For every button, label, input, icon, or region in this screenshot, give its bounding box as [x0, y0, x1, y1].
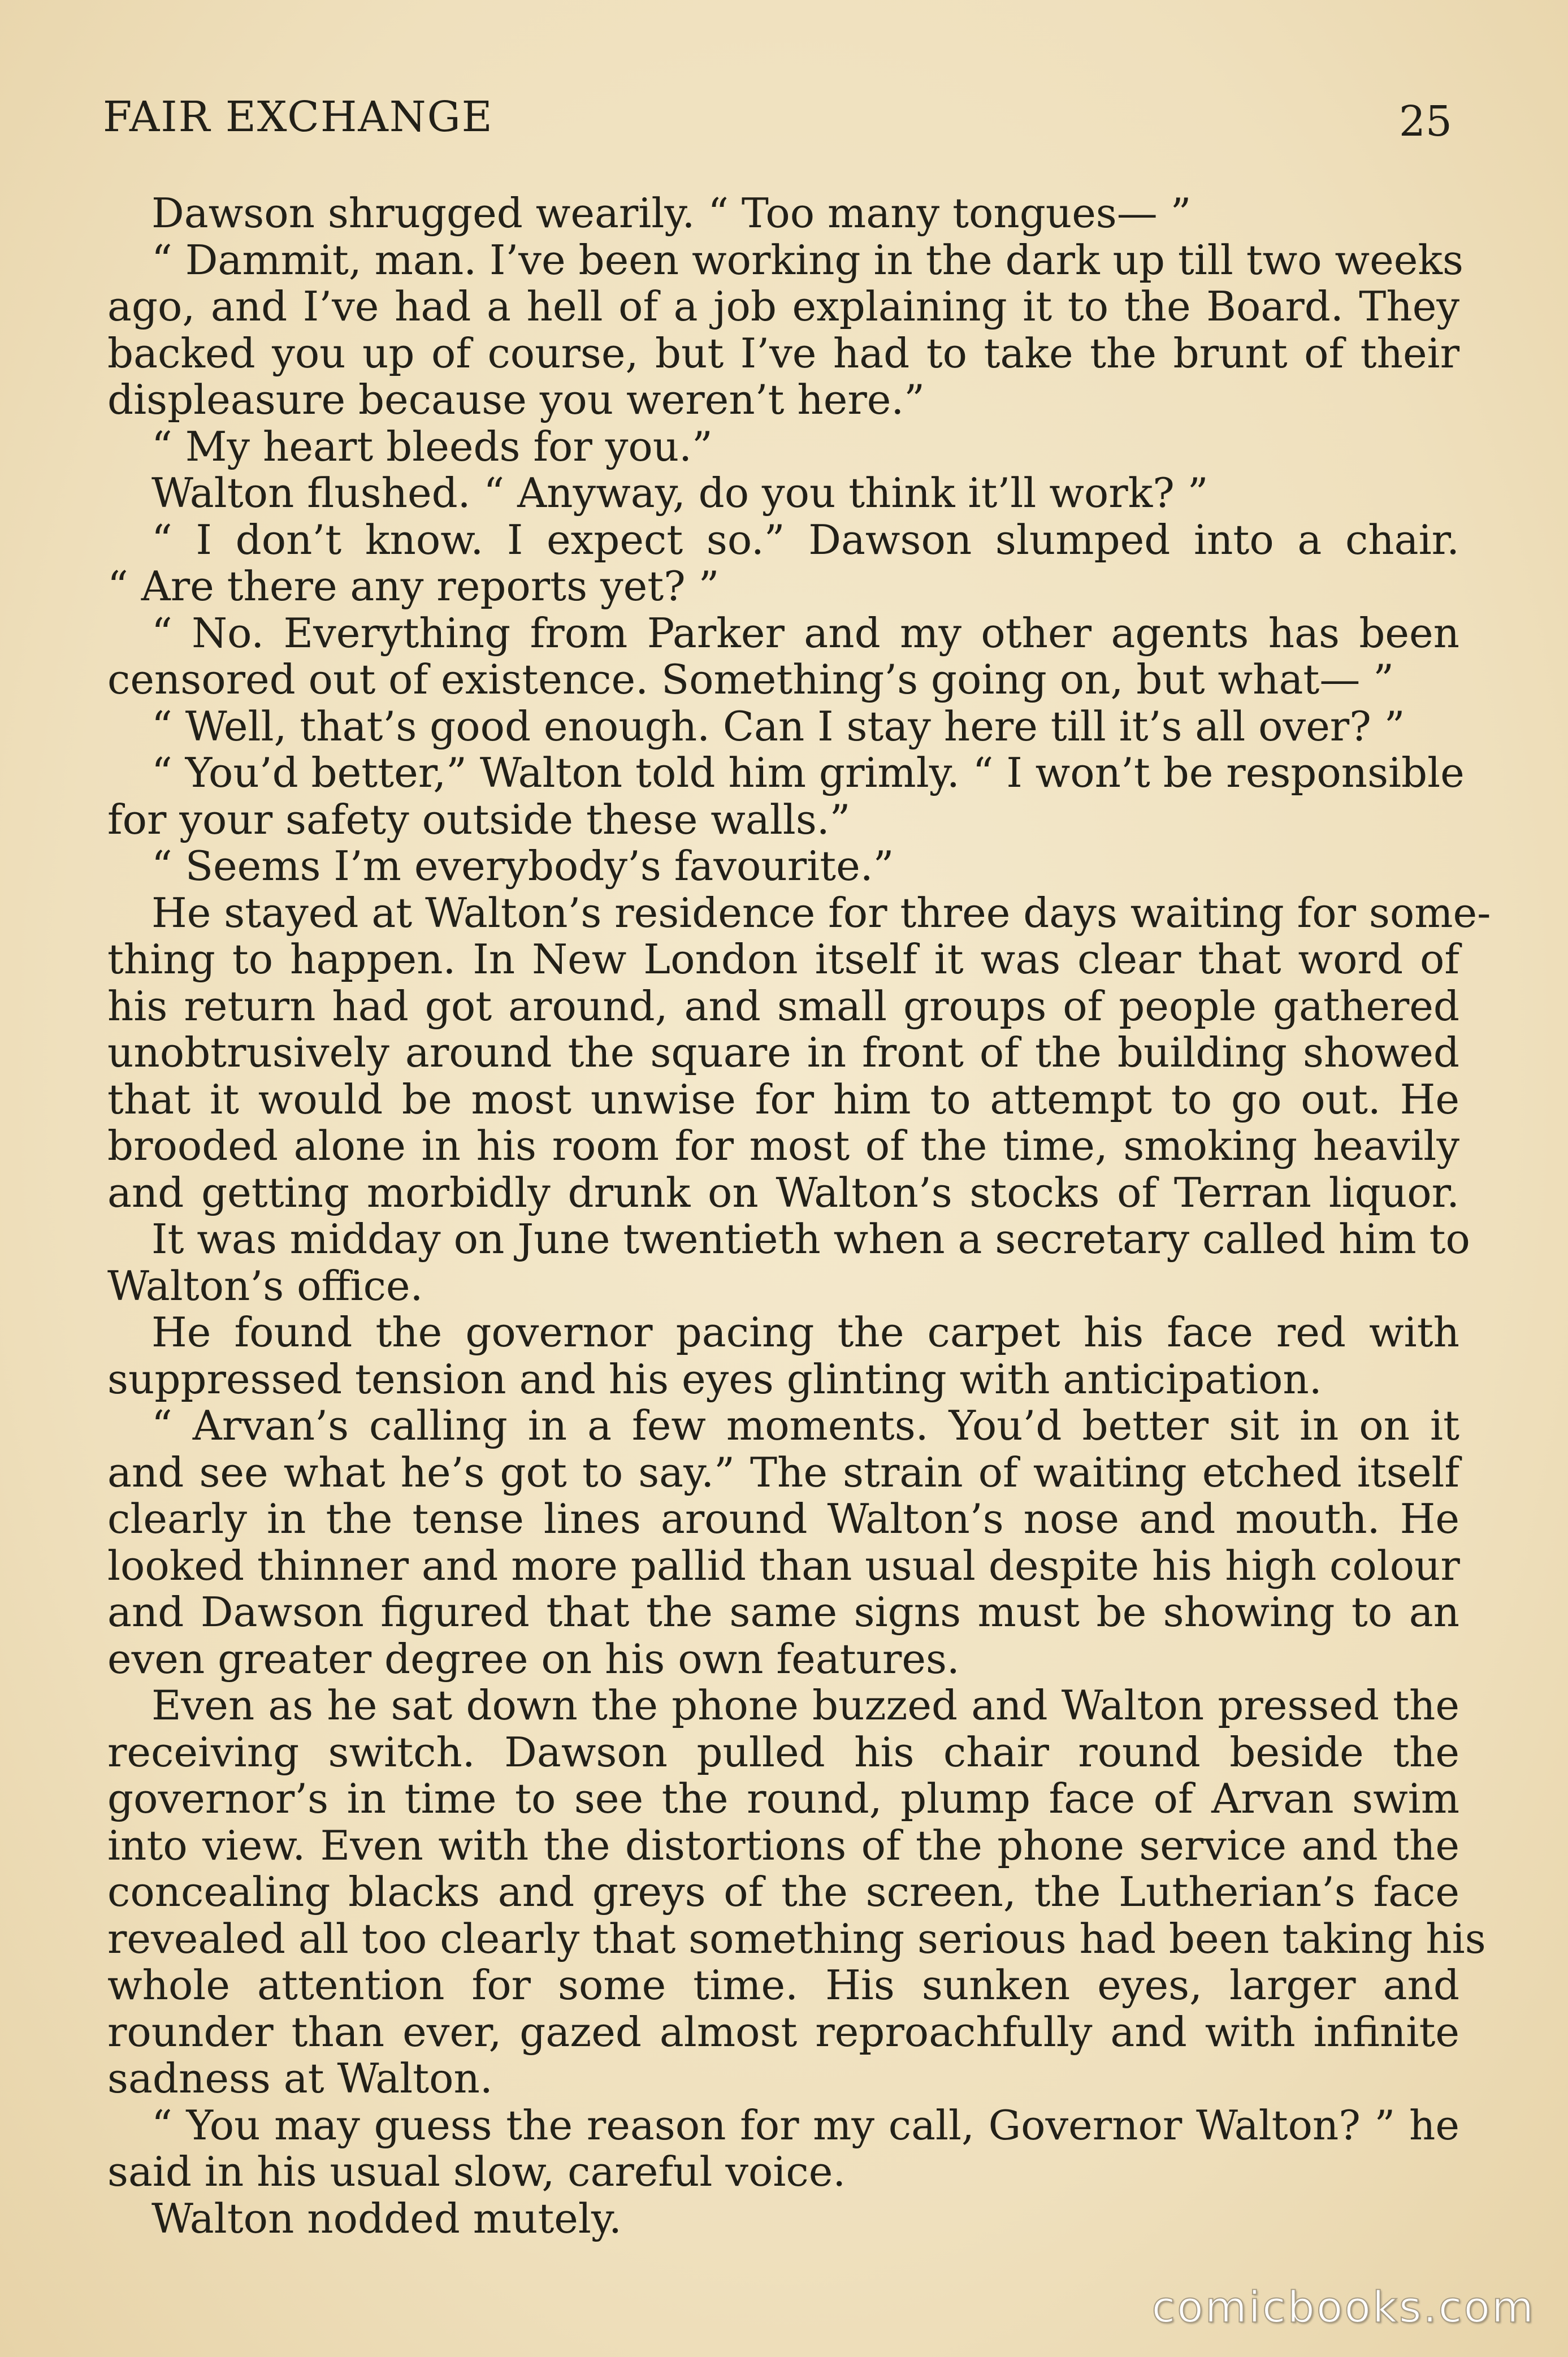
text-line: He stayed at Walton’s residence for three days waiting for some-: [151, 889, 1491, 937]
text-line: looked thinner and more pallid than usual despite his high colour: [107, 1541, 1460, 1589]
text-line: “ My heart bleeds for you.”: [151, 422, 713, 470]
text-line: backed you up of course, but I’ve had to take the brunt of their: [107, 329, 1459, 377]
text-line: ago, and I’ve had a hell of a job explaining it to the Board. They: [107, 283, 1459, 330]
text-line: and Dawson figured that the same signs must be showing to an: [107, 1588, 1459, 1636]
text-line: “ You may guess the reason for my call, Governor Walton? ” he: [151, 2101, 1459, 2149]
text-line: even greater degree on his own features.: [107, 1635, 960, 1683]
text-line: whole attention for some time. His sunken eyes, larger and: [107, 1961, 1459, 2009]
text-line: He found the governor pacing the carpet his face red with: [151, 1309, 1459, 1356]
text-line: for your safety outside these walls.”: [107, 795, 851, 843]
text-line: censored out of existence. Something’s going on, but what— ”: [107, 656, 1394, 703]
text-line: displeasure because you weren’t here.”: [107, 376, 925, 423]
text-line: governor’s in time to see the round, plump face of Arvan swim: [107, 1775, 1459, 1822]
text-line: into view. Even with the distortions of the phone service and the: [107, 1821, 1459, 1869]
page-number: 25: [1398, 97, 1452, 146]
text-line: “ Dammit, man. I’ve been working in the dark up till two weeks: [151, 236, 1463, 284]
text-line: Walton nodded mutely.: [151, 2194, 622, 2242]
text-line: “ Seems I’m everybody’s favourite.”: [151, 842, 894, 890]
text-line: receiving switch. Dawson pulled his chair round beside the: [107, 1728, 1459, 1776]
text-line: thing to happen. In New London itself it was clear that word of: [107, 935, 1459, 983]
running-head: FAIR EXCHANGE: [103, 93, 493, 141]
text-line: Even as he sat down the phone buzzed and Walton pressed the: [151, 1682, 1459, 1729]
text-line: It was midday on June twentieth when a secretary called him to: [151, 1215, 1470, 1263]
text-line: Walton’s office.: [107, 1262, 423, 1310]
text-line: and getting morbidly drunk on Walton’s stocks of Terran liquor.: [107, 1168, 1459, 1216]
text-line: “ You’d better,” Walton told him grimly. “ I won’t be responsible: [151, 749, 1465, 796]
text-line: his return had got around, and small groups of people gathered: [107, 982, 1459, 1030]
watermark: comicbooks.com: [1151, 2282, 1535, 2332]
text-line: sadness at Walton.: [107, 2055, 493, 2102]
text-line: “ I don’t know. I expect so.” Dawson slumped into a chair.: [151, 515, 1459, 564]
text-line: “ Well, that’s good enough. Can I stay here till it’s all over? ”: [151, 702, 1405, 750]
text-line: concealing blacks and greys of the screen, the Lutherian’s face: [107, 1868, 1459, 1916]
text-line: “ Arvan’s calling in a few moments. You’d better sit in on it: [151, 1402, 1459, 1449]
text-line: “ Are there any reports yet? ”: [107, 562, 720, 610]
body-text: [107, 189, 1491, 2242]
text-line: suppressed tension and his eyes glinting with anticipation.: [107, 1355, 1322, 1403]
text-line: unobtrusively around the square in front of the building showed: [107, 1029, 1459, 1076]
text-line: Dawson shrugged wearily. “ Too many tongues— ”: [151, 189, 1192, 237]
text-line: brooded alone in his room for most of the time, smoking heavily: [107, 1122, 1459, 1169]
text-line: “ No. Everything from Parker and my other agents has been: [151, 609, 1459, 657]
text-line: and see what he’s got to say.” The strain of waiting etched itself: [107, 1448, 1459, 1496]
text-line: revealed all too clearly that something serious had been taking his: [107, 1914, 1486, 1962]
text-line: said in his usual slow, careful voice.: [107, 2148, 846, 2195]
text-line: rounder than ever, gazed almost reproachfully and with infinite: [107, 2008, 1459, 2056]
text-line: clearly in the tense lines around Walton’s nose and mouth. He: [107, 1495, 1459, 1543]
text-line: Walton flushed. “ Anyway, do you think it’ll work? ”: [151, 469, 1209, 517]
text-line: that it would be most unwise for him to attempt to go out. He: [107, 1075, 1459, 1123]
